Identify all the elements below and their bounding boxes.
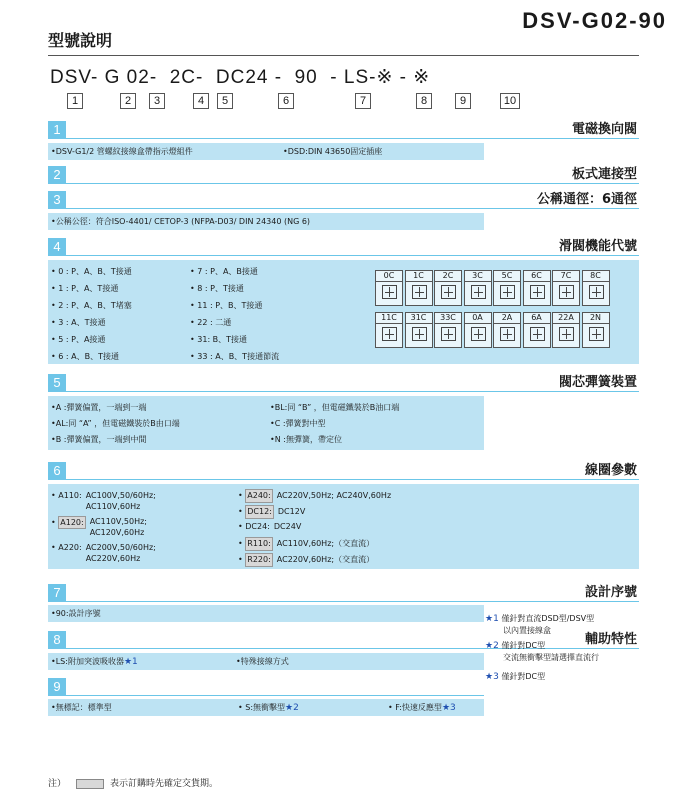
spool-symbol-cell [434, 312, 462, 348]
spool-symbol-cell [464, 312, 492, 348]
coil-voltage: AC220V,60Hz;（交直流） [276, 555, 375, 564]
option-text: •LS:附加突波吸收器 [51, 657, 124, 666]
coil-voltage: DC24V [273, 522, 302, 531]
spool-symbol-cell [493, 312, 521, 348]
coil-option: • DC24: DC24V [238, 522, 302, 531]
option-item: • 11 : P、B、T接通 [190, 301, 263, 310]
option-item: •公稱公徑：符合ISO-4401/ CETOP-3 (NFPA-D03/ DIN 24340 (NG 6) [51, 217, 311, 226]
spool-code-label: 0C [376, 271, 402, 282]
spool-code-label: 2A [494, 313, 520, 324]
option-text: • S:無衝擊型 [238, 703, 286, 712]
section-6-band [48, 484, 639, 569]
option-item: • 22 : 二通 [190, 318, 232, 327]
spool-symbol-cell [523, 270, 551, 306]
option-item: • 2 : P、A、B、T堵塞 [51, 301, 132, 310]
section-9-header [48, 678, 484, 696]
spool-symbol-icon [441, 327, 456, 341]
spool-symbol-cell [552, 270, 580, 306]
section-3-header [48, 191, 639, 209]
note-mark: ★1 [485, 614, 499, 624]
option-item [238, 703, 299, 713]
section-number: 7 [48, 584, 66, 602]
note-line: 以內置接線盒 [503, 626, 551, 635]
spool-symbol-icon [471, 327, 486, 341]
note-line: 僅針對直流DSD型/DSV型 [501, 614, 595, 623]
spool-symbol-cell [375, 270, 403, 306]
spool-symbol-icon [559, 327, 574, 341]
spool-symbol-icon [412, 327, 427, 341]
footer-text: 表示訂購時先確定交貨期。 [110, 779, 219, 789]
section-number: 2 [48, 166, 66, 184]
section-number: 5 [48, 374, 66, 392]
coil-code: A110: [58, 491, 82, 500]
coil-option: • R110: AC110V,60Hz;（交直流） [238, 537, 374, 551]
section-1-band [48, 143, 484, 160]
coil-option: • A220: AC200V,50/60Hz; AC220V,60Hz [51, 543, 156, 563]
spool-symbol-icon [589, 285, 604, 299]
option-item: •90:設計序號 [51, 609, 101, 618]
note-star-2: ★2 [285, 703, 299, 713]
option-item: • 5 : P、A接通 [51, 335, 106, 344]
coil-code: A120: [60, 518, 84, 527]
option-item: •BL:同 “B” ，但電磁鐵裝於B油口端 [270, 403, 400, 412]
coil-voltage: AC110V,60Hz [85, 502, 141, 511]
position-box-5: 5 [217, 93, 233, 109]
note-line: 僅針對DC型 [501, 641, 546, 650]
section-number: 8 [48, 631, 66, 649]
section-8-band [48, 653, 484, 670]
option-item: • 3 : A、T接通 [51, 318, 106, 327]
note-line: 交流無衝擊型請選擇直流行 [503, 653, 599, 662]
position-box-7: 7 [355, 93, 371, 109]
position-box-3: 3 [149, 93, 165, 109]
spool-code-label: 6A [524, 313, 550, 324]
section-number: 9 [48, 678, 66, 696]
option-item: •N :無彈簧，帶定位 [270, 435, 342, 444]
option-text: • F:快速反應型 [388, 703, 442, 712]
section-title: 輔助特性 [584, 632, 637, 647]
coil-voltage: AC100V,50/60Hz; [85, 491, 156, 500]
page-title: 型號說明 [48, 31, 113, 50]
spool-symbol-icon [412, 285, 427, 299]
spool-symbol-icon [471, 285, 486, 299]
spool-code-label: 2C [435, 271, 461, 282]
coil-voltage: AC110V,50Hz; [89, 517, 147, 526]
footer-note [48, 776, 218, 789]
spool-symbol-icon [382, 327, 397, 341]
spool-symbol-icon [530, 285, 545, 299]
position-box-4: 4 [193, 93, 209, 109]
spool-symbol-cell [552, 312, 580, 348]
footnote-2 [485, 640, 599, 663]
spool-symbol-cell [464, 270, 492, 306]
option-item: •無標記：標準型 [51, 703, 112, 712]
coil-option: • R220: AC220V,60Hz;（交直流） [238, 553, 374, 567]
spool-code-label: 31C [406, 313, 432, 324]
spool-code-label: 0A [465, 313, 491, 324]
coil-voltage: AC110V,60Hz;（交直流） [276, 539, 375, 548]
title-rule [48, 55, 639, 56]
spool-symbol-cell [582, 312, 610, 348]
section-9-band [48, 699, 484, 716]
section-title: 線圈參數 [584, 463, 637, 478]
spool-code-label: 2N [583, 313, 609, 324]
coil-code: R110: [245, 537, 273, 551]
spool-symbol-cell [493, 270, 521, 306]
spool-symbol-cell [405, 270, 433, 306]
section-6-header [48, 462, 639, 480]
section-2-header [48, 166, 639, 184]
option-item: •特殊接線方式 [236, 657, 289, 666]
model-number: DSV-G02-90 [522, 8, 667, 33]
section-number: 3 [48, 191, 66, 209]
spool-symbol-cell [523, 312, 551, 348]
option-item [388, 703, 456, 713]
spool-code-label: 1C [406, 271, 432, 282]
footnote-3 [485, 671, 545, 683]
spool-code-label: 5C [494, 271, 520, 282]
option-item: •B :彈簧偏置，一端到中間 [51, 435, 147, 444]
section-title: 電磁換向閥 [571, 122, 637, 137]
section-5-band [48, 396, 484, 450]
legend-gray-box [76, 779, 104, 789]
section-title: 閥芯彈簧裝置 [558, 375, 637, 390]
coil-voltage: AC200V,50/60Hz; [85, 543, 156, 552]
spool-code-label: 33C [435, 313, 461, 324]
spool-code-label: 11C [376, 313, 402, 324]
option-item: •DSD:DIN 43650固定插座 [283, 147, 383, 156]
section-7-header [48, 584, 639, 602]
spool-symbol-cell [582, 270, 610, 306]
section-title: 設計序號 [584, 585, 637, 600]
option-item: • 6 : A、B、T接通 [51, 352, 119, 361]
option-item: • 7 : P、A、B接通 [190, 267, 258, 276]
note-mark: ★2 [485, 641, 499, 651]
spool-symbol-cell [434, 270, 462, 306]
section-title: 滑閥機能代號 [558, 239, 637, 254]
coil-code: R220: [245, 553, 273, 567]
coil-option: • A120: AC110V,50Hz; AC120V,60Hz [51, 517, 147, 537]
footnote-1 [485, 613, 594, 636]
coil-option: • A110: AC100V,50/60Hz; AC110V,60Hz [51, 491, 156, 511]
section-7-band [48, 605, 484, 622]
option-item: •AL:同 “A” ，但電磁鐵裝於B由口端 [51, 419, 180, 428]
position-box-9: 9 [455, 93, 471, 109]
coil-code: A220: [58, 543, 82, 552]
option-item: • 8 : P、T接通 [190, 284, 244, 293]
spool-symbol-icon [441, 285, 456, 299]
section-number: 4 [48, 238, 66, 256]
section-1-header [48, 121, 639, 139]
coil-voltage: AC120V,60Hz [89, 528, 145, 537]
coil-code: DC12: [245, 505, 274, 519]
option-item [51, 657, 138, 667]
section-title: 板式連接型 [571, 167, 637, 182]
option-item: •DSV-G1/2 管螺紋接線盒帶指示燈組件 [51, 147, 193, 156]
position-box-10: 10 [500, 93, 520, 109]
spool-symbol-icon [500, 327, 515, 341]
spool-symbol-icon [500, 285, 515, 299]
footer-prefix: 注） [48, 779, 67, 789]
note-star-3: ★3 [441, 703, 456, 713]
coil-code: DC24: [245, 522, 270, 531]
spool-code-label: 6C [524, 271, 550, 282]
note-mark: ★3 [485, 672, 499, 682]
spool-symbol-icon [559, 285, 574, 299]
spool-symbol-icon [589, 327, 604, 341]
spool-code-label: 8C [583, 271, 609, 282]
section-title: 公稱通徑：6通徑 [536, 192, 637, 207]
coil-voltage: AC220V,60Hz [85, 554, 141, 563]
coil-option: • A240: AC220V,50Hz; AC240V,60Hz [238, 489, 391, 503]
section-3-band [48, 213, 484, 230]
option-item: •A :彈簧偏置，一端到一端 [51, 403, 147, 412]
coil-voltage: DC12V [277, 507, 306, 516]
spool-symbol-cell [375, 312, 403, 348]
spool-code-label: 22A [553, 313, 579, 324]
note-star-1: ★1 [123, 657, 138, 667]
position-box-6: 6 [278, 93, 294, 109]
spool-symbol-icon [382, 285, 397, 299]
option-item: • 1 : P、A、T接通 [51, 284, 119, 293]
coil-option: • DC12: DC12V [238, 505, 305, 519]
section-number: 6 [48, 462, 66, 480]
model-code-line: DSV- G 02- 2C- DC24 - 90 - LS-※ - ※ [50, 67, 431, 88]
section-number: 1 [48, 121, 66, 139]
section-5-header [48, 374, 639, 392]
position-box-1: 1 [67, 93, 83, 109]
note-line: 僅針對DC型 [501, 672, 546, 681]
option-item: • 33 : A、B、T接通節流 [190, 352, 280, 361]
option-item: •C :彈簧對中型 [270, 419, 326, 428]
option-item: • 0 : P、A、B、T接通 [51, 267, 132, 276]
position-box-8: 8 [416, 93, 432, 109]
position-box-2: 2 [120, 93, 136, 109]
option-item: • 31: B、T接通 [190, 335, 248, 344]
coil-voltage: AC220V,50Hz; AC240V,60Hz [276, 491, 392, 500]
coil-code: A240: [245, 489, 272, 503]
spool-symbol-icon [530, 327, 545, 341]
spool-code-label: 7C [553, 271, 579, 282]
section-4-header [48, 238, 639, 256]
spool-code-label: 3C [465, 271, 491, 282]
spool-symbol-cell [405, 312, 433, 348]
